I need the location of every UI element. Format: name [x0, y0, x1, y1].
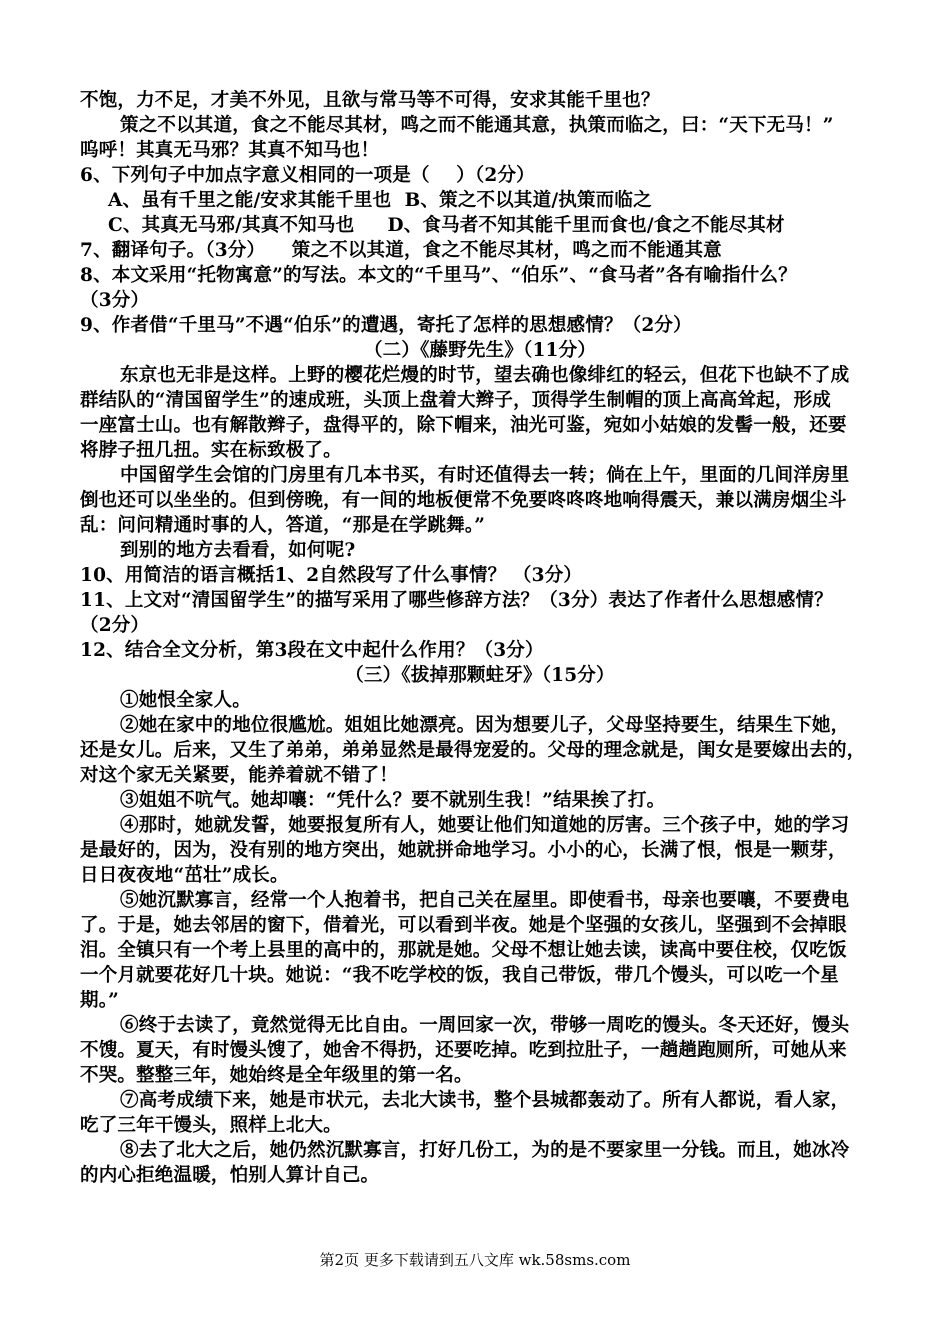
text-line: 策之不以其道，食之不能尽其材，鸣之而不能通其意，执策而临之，曰：“天下无马！”	[120, 115, 834, 136]
text-line: 东京也无非是这样。上野的樱花烂熳的时节，望去确也像绯红的轻云，但花下也缺不了成	[120, 365, 850, 386]
text-line: 日日夜夜地“茁壮”成长。	[80, 865, 289, 886]
text-line: ⑦高考成绩下来，她是市状元，去北大读书，整个县城都轰动了。所有人都说，看人家，	[120, 1090, 850, 1111]
section-heading: （二）《藤野先生》（11分）	[363, 340, 597, 361]
text-line: ⑧去了北大之后，她仍然沉默寡言，打好几份工，为的是不要家里一分钱。而且，她冰冷	[120, 1140, 850, 1161]
text-line: 期。”	[80, 990, 119, 1011]
text-line: 一个月就要花好几十块。她说：“我不吃学校的饭，我自己带饭，带几个馒头，可以吃一个星	[80, 965, 839, 986]
text-line: ②她在家中的地位很尴尬。姐姐比她漂亮。因为想要儿子，父母坚持要生，结果生下她，	[120, 715, 850, 736]
text-line: 7、翻译句子。（3分） 策之不以其道，食之不能尽其材，鸣之而不能通其意	[80, 240, 722, 261]
text-line: （3分）	[80, 290, 150, 311]
text-line: 6、下列句子中加点字意义相同的一项是（ ）（2分）	[80, 165, 535, 186]
text-line: 呜呼！其真无马邪？其真不知马也！	[80, 140, 380, 161]
text-line: 不馊。夏天，有时馒头馊了，她舍不得扔，还要吃掉。吃到拉肚子，一趟趟跑厕所，可她从来	[80, 1040, 847, 1061]
text-line: 9、作者借“千里马”不遇“伯乐”的遭遇，寄托了怎样的思想感情？（2分）	[80, 315, 692, 336]
page-footer: 第2页 更多下载请到五八文库 wk.58sms.com	[319, 1251, 631, 1269]
text-line: 一座富士山。也有解散辫子，盘得平的，除下帽来，油光可鉴，宛如小姑娘的发髻一般，还要	[80, 415, 847, 436]
text-line: 群结队的“清国留学生”的速成班，头顶上盘着大辫子，顶得学生制帽的顶上高高耸起，形成	[80, 390, 831, 411]
text-line: ⑤她沉默寡言，经常一个人抱着书，把自己关在屋里。即使看书，母亲也要嚷，不要费电	[120, 890, 850, 911]
text-line: 到别的地方去看看，如何呢?	[120, 540, 356, 561]
text-line: A、虽有千里之能/安求其能千里也 B、策之不以其道/执策而临之	[108, 190, 652, 211]
text-line: 的内心拒绝温暖，怕别人算计自己。	[80, 1165, 380, 1186]
text-line: 是最好的，因为，没有别的地方突出，她就拼命地学习。小小的心，长满了恨，恨是一颗芽，	[80, 840, 847, 861]
text-line: ④那时，她就发誓，她要报复所有人，她要让他们知道她的厉害。三个孩子中，她的学习	[120, 815, 850, 836]
text-line: 还是女儿。后来，又生了弟弟，弟弟显然是最得宠爱的。父母的理念就是，闺女是要嫁出去的，	[80, 740, 866, 761]
text-line: （2分）	[80, 615, 150, 636]
text-line: 10、用简洁的语言概括1、2自然段写了什么事情？ （3分）	[80, 565, 583, 586]
section-heading: （三）《拔掉那颗蛀牙》（15分）	[345, 665, 615, 686]
text-line: C、其真无马邪/其真不知马也 D、食马者不知其能千里而食也/食之不能尽其材	[108, 215, 785, 236]
text-line: 11、上文对“清国留学生”的描写采用了哪些修辞方法？（3分）表达了作者什么思想感情？	[80, 590, 833, 611]
text-line: 不饱，力不足，才美不外见，且欲与常马等不可得，安求其能千里也？	[80, 90, 660, 111]
text-line: ①她恨全家人。	[120, 690, 251, 711]
text-line: 12、结合全文分析，第3段在文中起什么作用？（3分）	[80, 640, 544, 661]
text-line: 吃了三年干馒头，照样上北大。	[80, 1115, 342, 1136]
text-line: 8、本文采用“托物寓意”的写法。本文的“千里马”、“伯乐”、“食马者”各有喻指什么？	[80, 265, 797, 286]
text-line: 不哭。整整三年，她始终是全年级里的第一名。	[80, 1065, 473, 1086]
text-line: 将脖子扭几扭。实在标致极了。	[80, 440, 342, 461]
document-body	[80, 88, 880, 1188]
text-line: 了。于是，她去邻居的窗下，借着光，可以看到半夜。她是个坚强的女孩儿，坚强到不会掉眼	[80, 915, 847, 936]
text-line: ⑥终于去读了，竟然觉得无比自由。一周回家一次，带够一周吃的馒头。冬天还好，馒头	[120, 1015, 850, 1036]
text-line: 泪。全镇只有一个考上县里的高中的，那就是她。父母不想让她去读，读高中要住校，仅吃饭	[80, 940, 847, 961]
text-line: 中国留学生会馆的门房里有几本书买，有时还值得去一转；倘在上午，里面的几间洋房里	[120, 465, 850, 486]
text-line: 乱：问问精通时事的人，答道，“那是在学跳舞。”	[80, 515, 486, 536]
text-line: ③姐姐不吭气。她却嚷：“凭什么？要不就别生我！”结果挨了打。	[120, 790, 666, 811]
text-line: 倒也还可以坐坐的。但到傍晚，有一间的地板便常不免要咚咚咚地响得震天，兼以满房烟尘斗	[80, 490, 847, 511]
text-line: 对这个家无关紧要，能养着就不错了！	[80, 765, 398, 786]
